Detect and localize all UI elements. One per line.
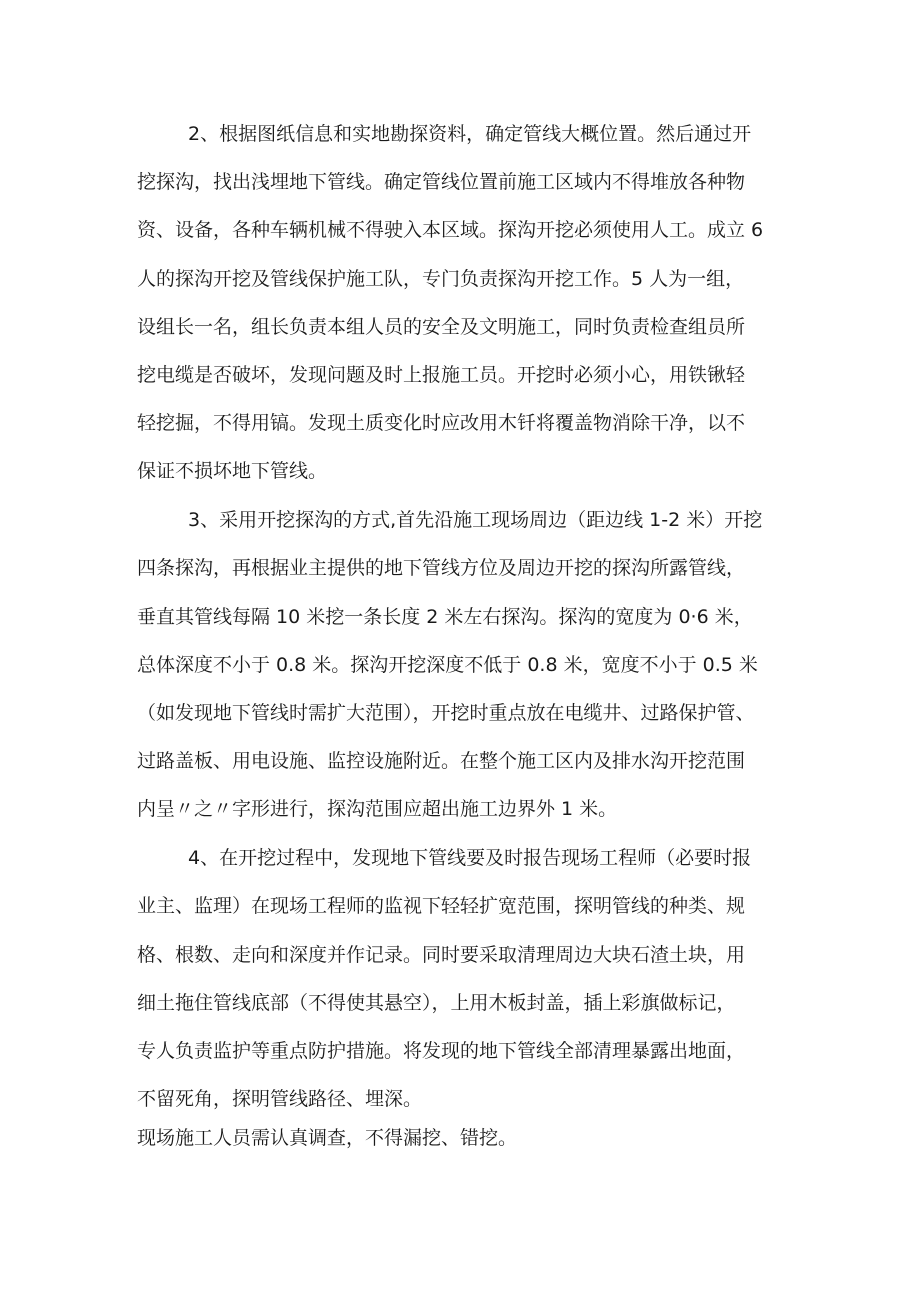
paragraph-1-line-3: 资、设备，各种车辆机械不得驶入本区域。探沟开挖必须使用人工。成立 6 bbox=[137, 219, 764, 241]
paragraph-1-line-6: 挖电缆是否破坏，发现问题及时上报施工员。开挖时必须小心，用铁锹轻 bbox=[137, 364, 746, 386]
paragraph-1-line-7: 轻挖掘，不得用镐。发现土质变化时应改用木钎将覆盖物消除干净，以不 bbox=[137, 412, 746, 434]
paragraph-4-line-1: 现场施工人员需认真调查，不得漏挖、错挖。 bbox=[137, 1127, 518, 1149]
paragraph-3-line-3: 格、根数、走向和深度并作记录。同时要采取清理周边大块石渣土块，用 bbox=[137, 944, 746, 966]
paragraph-1-line-8: 保证不损坏地下管线。 bbox=[137, 460, 328, 482]
paragraph-2-line-7: 内呈〃之〃字形进行，探沟范围应超出施工边界外 1 米。 bbox=[137, 798, 618, 820]
paragraph-1-line-4: 人的探沟开挖及管线保护施工队，专门负责探沟开挖工作。5 人为一组， bbox=[137, 268, 745, 290]
paragraph-2-line-5: （如发现地下管线时需扩大范围），开挖时重点放在电缆井、过路保护管、 bbox=[137, 702, 755, 724]
paragraph-1-line-2: 挖探沟，找出浅埋地下管线。确定管线位置前施工区域内不得堆放各种物 bbox=[137, 171, 746, 193]
paragraph-2-line-1: 3、采用开挖探沟的方式,首先沿施工现场周边（距边线 1-2 米）开挖 bbox=[188, 509, 763, 531]
paragraph-3-line-1: 4、在开挖过程中，发现地下管线要及时报告现场工程师（必要时报 bbox=[188, 847, 752, 869]
paragraph-2-line-6: 过路盖板、用电设施、监控设施附近。在整个施工区内及排水沟开挖范围 bbox=[137, 750, 746, 772]
paragraph-3-line-6: 不留死角，探明管线路径、埋深。 bbox=[137, 1088, 423, 1110]
paragraph-2-line-3: 垂直其管线每隔 10 米挖一条长度 2 米左右探沟。探沟的宽度为 0·6 米， bbox=[137, 606, 753, 628]
paragraph-3-line-5: 专人负责监护等重点防护措施。将发现的地下管线全部清理暴露出地面， bbox=[137, 1040, 746, 1062]
paragraph-3-line-4: 细土拖住管线底部（不得使其悬空），上用木板封盖，插上彩旗做标记， bbox=[137, 992, 736, 1014]
paragraph-2-line-2: 四条探沟，再根据业主提供的地下管线方位及周边开挖的探沟所露管线， bbox=[137, 557, 746, 579]
paragraph-1-line-1: 2、根据图纸信息和实地勘探资料，确定管线大概位置。然后通过开 bbox=[188, 123, 752, 145]
paragraph-1-line-5: 设组长一名，组长负责本组人员的安全及文明施工，同时负责检查组员所 bbox=[137, 316, 746, 338]
paragraph-3-line-2: 业主、监理）在现场工程师的监视下轻轻扩宽范围，探明管线的种类、规 bbox=[137, 895, 746, 917]
paragraph-2-line-4: 总体深度不小于 0.8 米。探沟开挖深度不低于 0.8 米，宽度不小于 0.5 米 bbox=[137, 654, 758, 676]
